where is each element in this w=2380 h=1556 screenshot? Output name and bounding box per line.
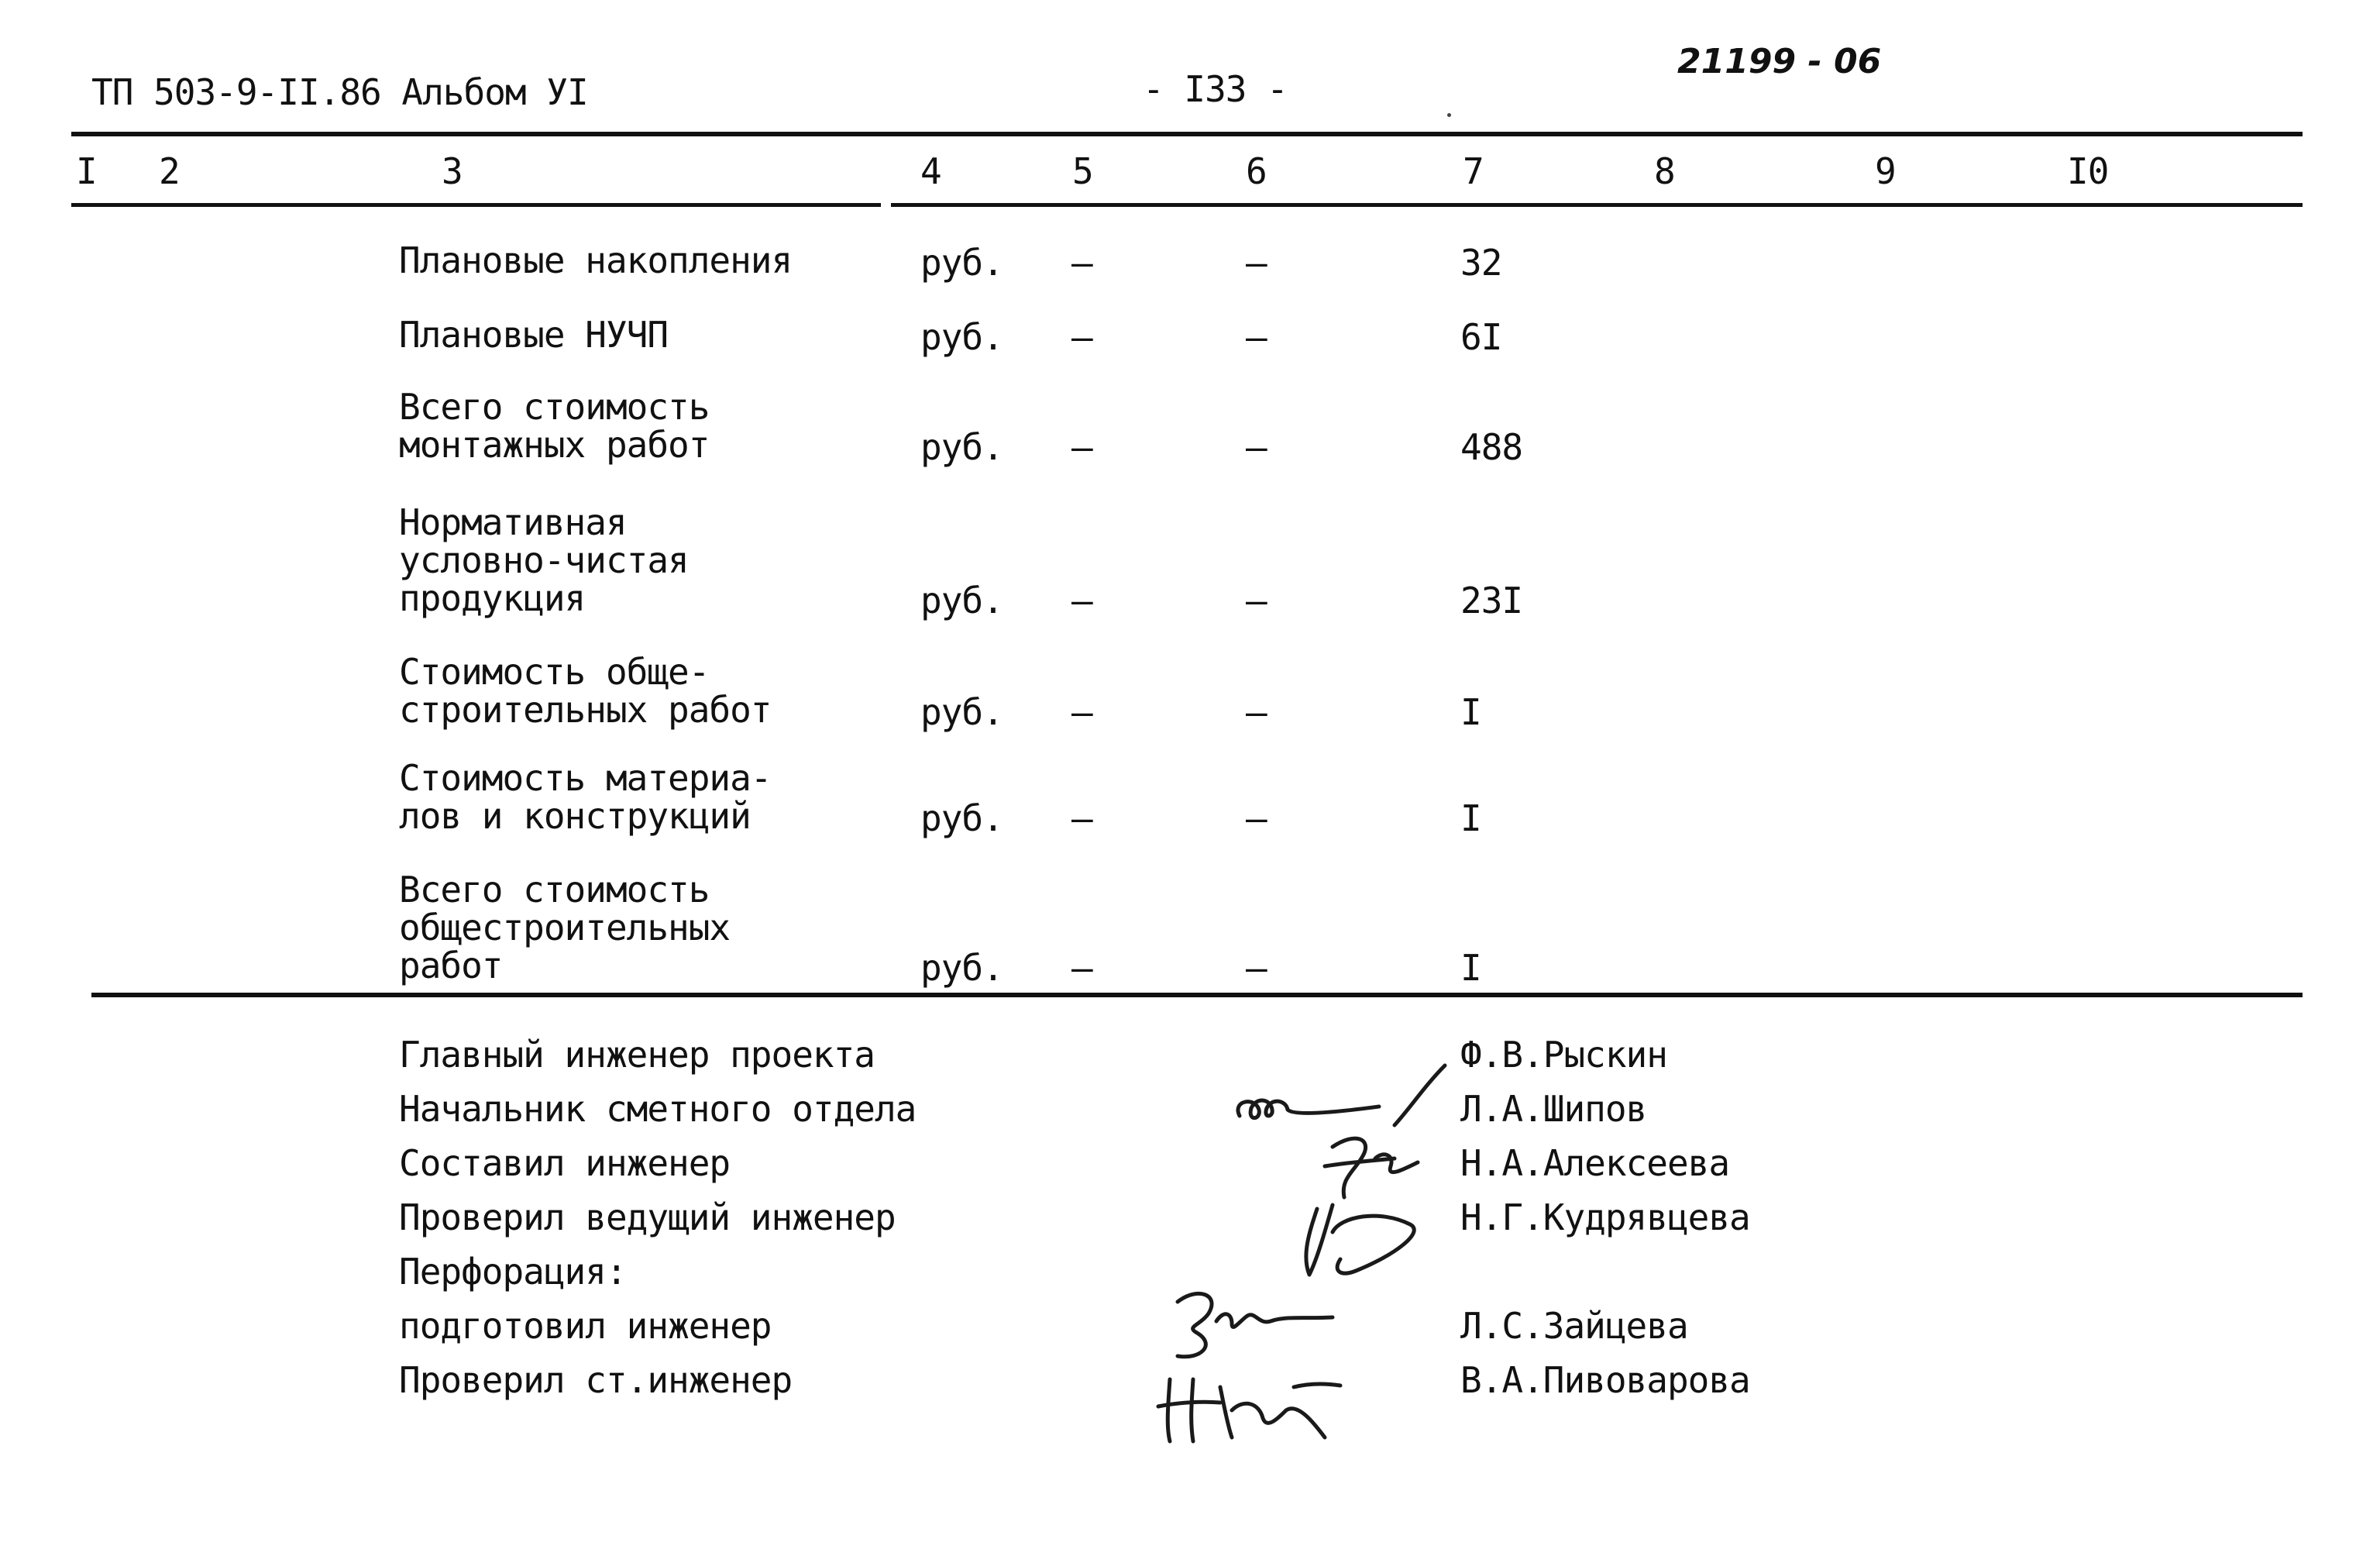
row-col6: – (1246, 242, 1267, 284)
row-col5: – (1071, 580, 1092, 621)
column-header: I0 (2067, 150, 2109, 192)
signoff-role: Начальник сметного отдела (399, 1088, 917, 1130)
row-col6: – (1246, 947, 1267, 989)
row-col5: – (1071, 947, 1092, 989)
row-name: Стоимость материа- лов и конструкций (399, 757, 772, 837)
row-name: Плановые накопления (399, 239, 793, 281)
row-value: I (1460, 797, 1481, 839)
row-value: 32 (1460, 242, 1502, 284)
column-header: 3 (442, 150, 463, 192)
row-col6: – (1246, 797, 1267, 839)
column-header: 4 (920, 150, 941, 192)
signoff-role: подготовил инженер (399, 1305, 772, 1347)
table-bottom-rule (91, 993, 2303, 997)
row-col5: – (1071, 316, 1092, 358)
row-unit: руб. (920, 316, 1003, 358)
row-name: Плановые НУЧП (399, 314, 669, 356)
row-col5: – (1071, 426, 1092, 468)
signature-kudryavtseva (1286, 1186, 1441, 1286)
row-name: Стоимость обще- строительных работ (399, 651, 772, 731)
row-value: I (1460, 947, 1481, 989)
page-number: - I33 - (1143, 68, 1288, 110)
document-code: ТП 503-9-II.86 Альбом УI (91, 71, 588, 113)
signoff-name: Н.Г.Кудрявцева (1460, 1196, 1750, 1238)
row-name: Всего стоимость общестроительных работ (399, 869, 731, 986)
column-header: 9 (1875, 150, 1896, 192)
header-bottom-rule-right (891, 203, 2303, 207)
row-unit: руб. (920, 580, 1003, 621)
column-header: 6 (1246, 150, 1267, 192)
row-value: 6I (1460, 316, 1502, 358)
header-top-rule (71, 132, 2303, 136)
row-unit: руб. (920, 797, 1003, 839)
column-header: 8 (1654, 150, 1675, 192)
column-header: I (76, 150, 97, 192)
row-col6: – (1246, 426, 1267, 468)
signoff-role: Перфорация: (399, 1251, 627, 1293)
header-bottom-rule-left (71, 203, 881, 207)
row-unit: руб. (920, 947, 1003, 989)
row-name: Нормативная условно-чистая продукция (399, 501, 689, 619)
inventory-number: 21199 - 06 (1677, 42, 1882, 81)
row-col6: – (1246, 316, 1267, 358)
row-value: 488 (1460, 426, 1523, 468)
signature-pivovarova (1147, 1364, 1348, 1449)
row-col6: – (1246, 580, 1267, 621)
row-col5: – (1071, 691, 1092, 733)
signoff-name: Н.А.Алексеева (1460, 1142, 1730, 1184)
row-unit: руб. (920, 242, 1003, 284)
row-unit: руб. (920, 691, 1003, 733)
row-value: 23I (1460, 580, 1523, 621)
signoff-name: Л.С.Зайцева (1460, 1305, 1688, 1347)
row-value: I (1460, 691, 1481, 733)
signoff-role: Главный инженер проекта (399, 1034, 875, 1076)
row-col5: – (1071, 242, 1092, 284)
signoff-role: Составил инженер (399, 1142, 731, 1184)
row-name: Всего стоимость монтажных работ (399, 386, 710, 466)
row-unit: руб. (920, 426, 1003, 468)
speck (1447, 113, 1451, 117)
signoff-name: Ф.В.Рыскин (1460, 1034, 1667, 1076)
column-header: 7 (1463, 150, 1484, 192)
column-header: 5 (1072, 150, 1093, 192)
column-header: 2 (159, 150, 180, 192)
signoff-role: Проверил ст.инженер (399, 1359, 793, 1401)
row-col6: – (1246, 691, 1267, 733)
row-col5: – (1071, 797, 1092, 839)
signature-zaitseva (1154, 1279, 1356, 1364)
signoff-name: В.А.Пивоварова (1460, 1359, 1750, 1401)
signoff-role: Проверил ведущий инженер (399, 1196, 896, 1238)
signoff-name: Л.А.Шипов (1460, 1088, 1647, 1130)
